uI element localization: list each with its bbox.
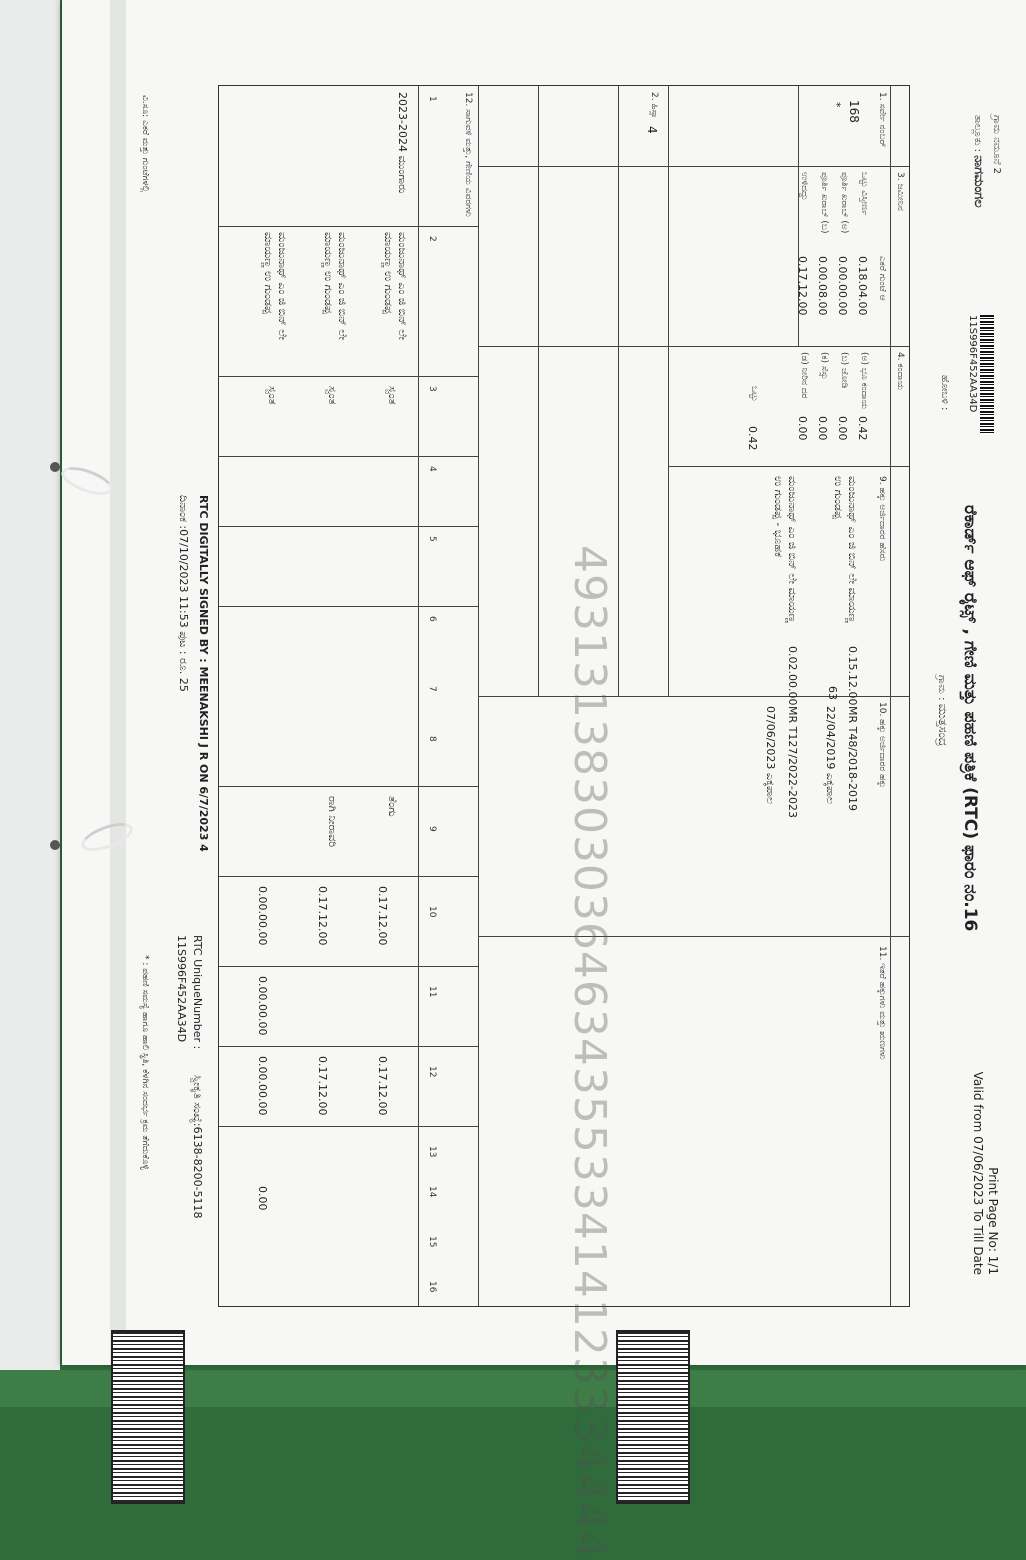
col-num: 11: [427, 986, 437, 998]
owners-header: 9. ಹಕ್ಕು ಅರ್ಜಿದಾರರ ಹೆಸರು: [877, 476, 887, 562]
tax-total: 0.42: [746, 426, 759, 451]
tenure-type: ಸ್ವಂತ: [386, 386, 399, 405]
crop-area: 0.17.12.00: [316, 1056, 329, 1116]
land-row-value: 0.17.12.00: [796, 256, 809, 316]
crop-area: 0.00.00.00: [256, 886, 269, 946]
mutation-entry: 07/06/2023 ಎಕ್ಕಪಾಲ: [764, 706, 777, 805]
tax-total-label: ಒಟ್ಟು: [749, 386, 759, 402]
footnote: * : ಪಹಣಿ ಸಮಸ್ಯೆ ಹಾಗೂ ಹಾಲಿ ಸ್ಥಿತಿ, ಕೆಳಗಿನ ಸಂದರ್ಭ ಕ್ರಮ ತೆಗೆದುಕೊಳ್ಳಿ: [140, 955, 150, 1170]
land-row-value: 0.00.08.00: [816, 256, 829, 316]
tax-col-label: 4. ಕಂದಾಯ: [895, 352, 905, 391]
tenure-type: ಸ್ವಂತ: [326, 386, 339, 405]
crop-extra: 0.00: [256, 1186, 269, 1211]
binder-hole: [50, 840, 60, 850]
crop-name: ತೆಂಗು: [386, 796, 399, 817]
left-footnote: ವಿ.ಸೂ: ಎಕರೆ ಮತ್ತು ಗುಂಟೆಗಳಲ್ಲಿ: [140, 95, 150, 193]
crop-area: 0.00.00.00: [256, 1056, 269, 1116]
col-num: 10: [427, 906, 437, 918]
rtc-form: [70, 75, 1010, 1560]
tax-value: 0.00: [836, 416, 849, 441]
qr-code: [616, 1330, 690, 1504]
tax-label: (ಅ) ಭೂ ಕಂದಾಯ: [859, 352, 869, 410]
crop-area: 0.17.12.00: [376, 1056, 389, 1116]
crop-name: ರಾಗಿ ನೀರಾವರಿ: [326, 796, 339, 848]
col11-header: 11. ಇತರೆ ಹಕ್ಕುಗಳು ಮತ್ತು ಋಣಗಳು: [877, 946, 887, 1060]
crop-area: 0.17.12.00: [376, 886, 389, 946]
col-num: 12: [427, 1066, 437, 1078]
col-num: 14: [427, 1186, 437, 1198]
land-col-label: 3. ಜಮೀನಿನ: [895, 172, 905, 211]
owner-code: 63: [826, 686, 839, 700]
col-num: 1: [427, 96, 437, 102]
land-row-label: ಪೂರ್ತಿ ಖರಾಬ್ (ಬ): [819, 172, 829, 234]
col-num: 9: [427, 826, 437, 832]
area-header: ಎಕರೆ ಗುಂಟೆ ಆ: [877, 256, 887, 301]
tax-label: (ಡ) ನೀರಿನ ದರ: [799, 352, 809, 399]
col-num: 16: [427, 1281, 437, 1293]
col-num: 2: [427, 236, 437, 242]
mutation-entry: MR T127/2022-2023: [786, 706, 799, 819]
barcode: [980, 315, 994, 435]
hissa-number: 4: [645, 126, 659, 134]
qr-code: [111, 1330, 185, 1504]
owner-area: 0.02.00.00: [786, 646, 799, 706]
col-num: 7: [427, 686, 437, 692]
cultivation-year: 2023-2024 ಮುಂಗಾರು: [396, 92, 409, 194]
col-num: 3: [427, 386, 437, 392]
land-row-value: 0.18.04.00: [856, 256, 869, 316]
taluk-label: ತಾಲ್ಲೂಕು : ನಾಗಮಂಗಲ: [971, 115, 986, 208]
col-num: 5: [427, 536, 437, 542]
watermark-number: 49313138303036463435533414123334444: [564, 545, 615, 1560]
land-row-label: ಪೂರ್ತಿ ಖರಾಬ್ (ಅ): [839, 172, 849, 234]
unique-label: RTC UniqueNumber :: [191, 935, 204, 1050]
col-num: 6: [427, 616, 437, 622]
binder-surface: [0, 0, 60, 1407]
hissa-label: 2. ಹಿಸ್ಸಾ: [649, 92, 659, 119]
barcode-code: 11S996F452AA34D: [967, 315, 978, 413]
land-row-label: ಉಳಿದದ್ದು: [799, 172, 809, 201]
validity: Print Page No: 1/1 Valid from 07/06/2023 To Till Date: [971, 1071, 1000, 1275]
owner-name: ಮಂಜುನಾಥ್ ಎಂ ಜಿ ಬಿನ್ ಲೇ ಮಾಯಣ್ಣ ಉ ಗುಂಡಪ್ಪ: [832, 476, 859, 623]
gram-label: ಗ್ರಾಮ : ಮುತ್ತಸಂದ್ರ: [936, 675, 950, 747]
col-num: 4: [427, 466, 437, 472]
page-title: ರೆಕಾರ್ಡ್ ಆಫ್ ರೈಟ್ಸ್ , ಗೇಣಿ ಮತ್ತು ಪಹಣಿ ಪತ್ರಿಕೆ (RTC) ಫಾರಂ ನಂ.16: [960, 505, 980, 932]
mutation-entry: 22/04/2019 ಎಕ್ಕಪಾಲ: [824, 706, 837, 805]
cultivator-name: ಮಂಜುನಾಥ್ ಎಂ ಜಿ ಬಿನ್ ಲೇ ಮಾಯಣ್ಣ ಉ ಗುಂಡಪ್ಪ: [322, 232, 349, 341]
survey-number: 168: [847, 100, 861, 123]
crop-area-extra: 0.00.00.00: [256, 976, 269, 1036]
col-num: 13: [427, 1146, 437, 1158]
tax-label: (ಬ) ಜೋಡಿ: [839, 352, 849, 389]
mutation-entry: MR T48/2018-2019: [846, 706, 859, 812]
owner-area: 0.15.12.00: [846, 646, 859, 706]
tax-value: 0.42: [856, 416, 869, 441]
digital-signature: RTC DIGITALLY SIGNED BY : MEENAKSHI J R ON 6/7/2023 4: [197, 495, 210, 852]
col10-header: 10. ಹಕ್ಕು ಅರ್ಜಿದಾರರ ಹಕ್ಕು: [877, 702, 887, 789]
cultivation-header: 12. ಸಾಗುವಳಿ ಮತ್ತು, ಗೇಣಿಯ ವಿವರಗಳು: [463, 92, 473, 217]
survey-star: *: [830, 102, 843, 108]
binder-hole: [50, 462, 60, 472]
land-row-value: 0.00.00.00: [836, 256, 849, 316]
tenure-type: ಸ್ವಂತ: [266, 386, 279, 405]
print-date: ದಿನಾಂಕ :07/10/2023 11:53 ಪುಟ : ರೂ. 25: [177, 495, 190, 692]
tax-label: (ಕ) ಸೆಸ್ಸು: [819, 352, 829, 380]
ack-number: ಸ್ವೀಕೃತಿ ಸಂಖ್ಯೆ:6138-8200-5118: [191, 1075, 204, 1219]
tax-value: 0.00: [816, 416, 829, 441]
cultivator-name: ಮಂಜುನಾಥ್ ಎಂ ಜಿ ಬಿನ್ ಲೇ ಮಾಯಣ್ಣ ಉ ಗುಂಡಪ್ಪ: [382, 232, 409, 341]
land-row-label: ಒಟ್ಟು ವಿಸ್ತೀರ್ಣ: [859, 172, 869, 216]
form-village: ಗ್ರಾಮ ನಮೂನೆ 2: [991, 115, 1002, 175]
tax-value: 0.00: [796, 416, 809, 441]
hobli-label: ಹೋಬಳಿ :: [939, 375, 950, 411]
col-num: 15: [427, 1236, 437, 1248]
survey-number-label: 1. ಸರ್ವೇ ನಂಬರ್: [877, 92, 887, 148]
owner-name: ಮಂಜುನಾಥ್ ಎಂ ಜಿ ಬಿನ್ ಲೇ ಮಾಯಣ್ಣ ಉ ಗುಂಡಪ್ಪ - ಭೂಹಕ: [772, 476, 799, 623]
unique-number: 11S996F452AA34D: [175, 935, 188, 1043]
col-num: 8: [427, 736, 437, 742]
cultivator-name: ಮಂಜುನಾಥ್ ಎಂ ಜಿ ಬಿನ್ ಲೇ ಮಾಯಣ್ಣ ಉ ಗುಂಡಪ್ಪ: [262, 232, 289, 341]
crop-area: 0.17.12.00: [316, 886, 329, 946]
